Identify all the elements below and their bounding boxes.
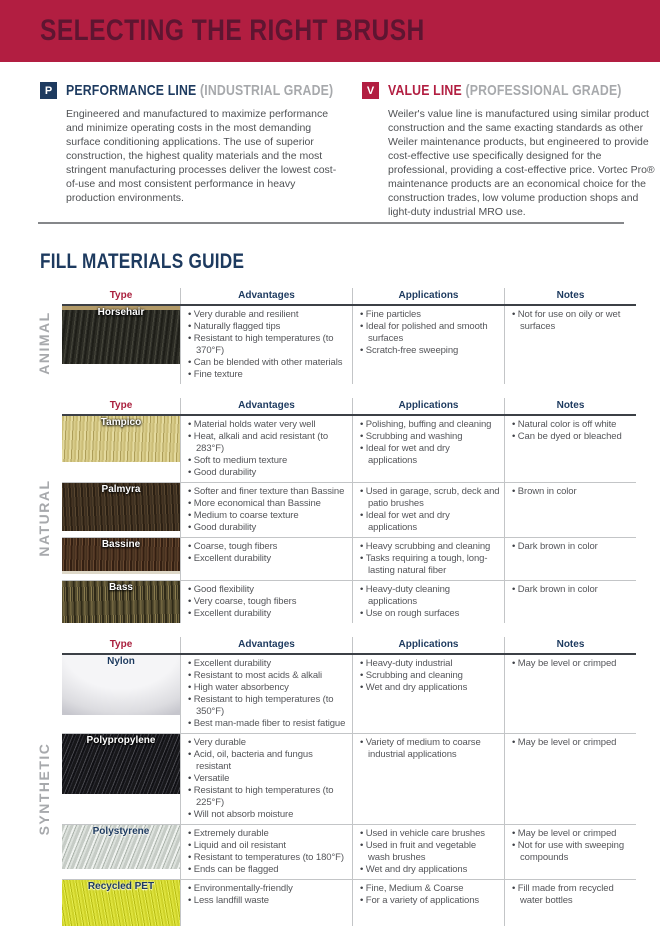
brush-image bbox=[62, 306, 180, 364]
bullet-item: • Excellent durability bbox=[188, 658, 348, 670]
advantages-list bbox=[188, 828, 348, 876]
column-header: Applications bbox=[352, 637, 504, 653]
brush-image bbox=[62, 825, 180, 869]
column-header: Applications bbox=[352, 288, 504, 304]
bullet-item: • Natural color is off white bbox=[512, 419, 632, 431]
bullet-item: • Very durable and resilient bbox=[188, 309, 348, 321]
bullet-item: • Used in fruit and vegetable wash brushes bbox=[360, 840, 500, 864]
notes-list-cell bbox=[504, 581, 636, 623]
advantages-list-cell bbox=[180, 825, 352, 879]
brush-image-cell bbox=[62, 416, 180, 482]
column-header: Type bbox=[109, 290, 133, 301]
bullet-item: • Wet and dry applications bbox=[360, 864, 500, 876]
bullet-item: • Used in vehicle care brushes bbox=[360, 828, 500, 840]
advantages-list bbox=[188, 737, 348, 821]
bullet-item: • Fine texture bbox=[188, 369, 348, 381]
fill-materials-table bbox=[62, 398, 636, 623]
applications-list bbox=[360, 541, 500, 577]
notes-list bbox=[512, 419, 632, 443]
advantages-list-cell bbox=[180, 306, 352, 384]
brush-image-cell bbox=[62, 483, 180, 537]
category-label: ANIMAL bbox=[36, 311, 52, 375]
bullet-item: • Fine, Medium & Coarse bbox=[360, 883, 500, 895]
product-lines-intro bbox=[0, 62, 660, 218]
category-label: SYNTHETIC bbox=[36, 742, 52, 835]
bullet-item: • May be level or crimped bbox=[512, 828, 632, 840]
notes-list bbox=[512, 737, 632, 749]
column-header: Advantages bbox=[180, 637, 352, 653]
brush-image bbox=[62, 655, 180, 715]
bullet-item: • Variety of medium to coarse industrial applications bbox=[360, 737, 500, 761]
table-row bbox=[62, 655, 636, 733]
bullet-item: • Soft to medium texture bbox=[188, 455, 348, 467]
applications-list-cell bbox=[352, 483, 504, 537]
bullet-item: • Heavy scrubbing and cleaning bbox=[360, 541, 500, 553]
page-title: SELECTING THE RIGHT BRUSH bbox=[40, 14, 425, 47]
table-row bbox=[62, 824, 636, 879]
applications-list-cell bbox=[352, 655, 504, 733]
bullet-item: • Environmentally-friendly bbox=[188, 883, 348, 895]
bullet-item: • For a variety of applications bbox=[360, 895, 500, 907]
performance-badge-icon: P bbox=[40, 82, 57, 99]
bullet-item: • Fill made from recycled water bottles bbox=[512, 883, 632, 907]
value-line-heading bbox=[362, 82, 660, 99]
applications-list-cell bbox=[352, 825, 504, 879]
bullet-item: • Use on rough surfaces bbox=[360, 608, 500, 620]
bullet-item: • Resistant to most acids & alkali bbox=[188, 670, 348, 682]
bullet-item: • Medium to coarse texture bbox=[188, 510, 348, 522]
notes-list-cell bbox=[504, 734, 636, 824]
applications-list-cell bbox=[352, 734, 504, 824]
bullet-item: • Naturally flagged tips bbox=[188, 321, 348, 333]
advantages-list-cell bbox=[180, 655, 352, 733]
bullet-item: • Very coarse, tough fibers bbox=[188, 596, 348, 608]
bullet-item: • Material holds water very well bbox=[188, 419, 348, 431]
category-label: NATURAL bbox=[36, 478, 52, 557]
fill-materials-section bbox=[28, 288, 660, 384]
bullet-item: • Resistant to high temperatures (to 370°F) bbox=[188, 333, 348, 357]
brush-image-cell bbox=[62, 538, 180, 580]
advantages-list bbox=[188, 486, 348, 534]
bullet-item: • Acid, oil, bacteria and fungus resistant bbox=[188, 749, 348, 773]
notes-list-cell bbox=[504, 825, 636, 879]
bullet-item: • Very durable bbox=[188, 737, 348, 749]
type-label: Nylon bbox=[107, 656, 135, 667]
bullet-item: • Heavy-duty cleaning applications bbox=[360, 584, 500, 608]
bullet-item: • Used in garage, scrub, deck and patio brushes bbox=[360, 486, 500, 510]
bullet-item: • Resistant to high temperatures (to 225°F) bbox=[188, 785, 348, 809]
bullet-item: • Softer and finer texture than Bassine bbox=[188, 486, 348, 498]
page-header-banner bbox=[0, 0, 660, 62]
performance-line-column bbox=[40, 82, 340, 218]
table-header-row bbox=[62, 637, 636, 655]
notes-list-cell bbox=[504, 880, 636, 926]
table-row bbox=[62, 580, 636, 623]
bullet-item: • Liquid and oil resistant bbox=[188, 840, 348, 852]
bullet-item: • Ideal for wet and dry applications bbox=[360, 510, 500, 534]
advantages-list-cell bbox=[180, 581, 352, 623]
performance-line-grade: (INDUSTRIAL GRADE) bbox=[200, 82, 334, 99]
notes-list-cell bbox=[504, 416, 636, 482]
category-label-column bbox=[28, 398, 62, 623]
bullet-item: • Can be dyed or bleached bbox=[512, 431, 632, 443]
bullet-item: • Brown in color bbox=[512, 486, 632, 498]
notes-list-cell bbox=[504, 538, 636, 580]
bullet-item: • May be level or crimped bbox=[512, 658, 632, 670]
column-header: Type bbox=[109, 400, 133, 411]
notes-list bbox=[512, 486, 632, 498]
type-label: Recycled PET bbox=[87, 881, 155, 892]
applications-list bbox=[360, 658, 500, 694]
notes-list bbox=[512, 541, 632, 553]
brush-image-cell bbox=[62, 655, 180, 733]
column-header: Notes bbox=[504, 398, 636, 414]
bullet-item: • Scrubbing and washing bbox=[360, 431, 500, 443]
advantages-list bbox=[188, 419, 348, 479]
table-header-row bbox=[62, 288, 636, 306]
bullet-item: • Good flexibility bbox=[188, 584, 348, 596]
table-row bbox=[62, 879, 636, 926]
column-header: Applications bbox=[352, 398, 504, 414]
notes-list bbox=[512, 309, 632, 333]
applications-list-cell bbox=[352, 306, 504, 384]
value-line-grade: (PROFESSIONAL GRADE) bbox=[465, 82, 622, 99]
bullet-item: • Best man-made fiber to resist fatigue bbox=[188, 718, 348, 730]
table-row bbox=[62, 306, 636, 384]
type-label: Bass bbox=[109, 582, 133, 593]
brush-image bbox=[62, 581, 180, 623]
category-label-column bbox=[28, 288, 62, 384]
bullet-item: • Good durability bbox=[188, 522, 348, 534]
bullet-item: • Can be blended with other materials bbox=[188, 357, 348, 369]
bullet-item: • Heat, alkali and acid resistant (to 283°F) bbox=[188, 431, 348, 455]
notes-list bbox=[512, 658, 632, 670]
applications-list bbox=[360, 584, 500, 620]
bullet-item: • Will not absorb moisture bbox=[188, 809, 348, 821]
bullet-item: • Wet and dry applications bbox=[360, 682, 500, 694]
advantages-list-cell bbox=[180, 734, 352, 824]
bullet-item: • Less landfill waste bbox=[188, 895, 348, 907]
type-label: Palmyra bbox=[101, 484, 141, 495]
type-label: Polystyrene bbox=[92, 826, 150, 837]
bullet-item: • Resistant to temperatures (to 180°F) bbox=[188, 852, 348, 864]
column-header: Notes bbox=[504, 288, 636, 304]
bullet-item: • Dark brown in color bbox=[512, 584, 632, 596]
column-header: Advantages bbox=[180, 398, 352, 414]
bullet-item: • Coarse, tough fibers bbox=[188, 541, 348, 553]
bullet-item: • Ideal for wet and dry applications bbox=[360, 443, 500, 467]
column-header: Advantages bbox=[180, 288, 352, 304]
brush-image bbox=[62, 734, 180, 794]
applications-list-cell bbox=[352, 416, 504, 482]
applications-list-cell bbox=[352, 538, 504, 580]
notes-list-cell bbox=[504, 306, 636, 384]
fill-materials-table bbox=[62, 637, 636, 926]
value-badge-icon: V bbox=[362, 82, 379, 99]
performance-line-title: PERFORMANCE LINE bbox=[66, 82, 197, 99]
bullet-item: • Ends can be flagged bbox=[188, 864, 348, 876]
brush-image-cell bbox=[62, 306, 180, 384]
brush-image bbox=[62, 880, 180, 926]
table-row bbox=[62, 416, 636, 482]
advantages-list-cell bbox=[180, 880, 352, 926]
notes-list bbox=[512, 883, 632, 907]
fill-materials-section bbox=[28, 637, 660, 926]
brush-image bbox=[62, 483, 180, 531]
applications-list bbox=[360, 419, 500, 467]
applications-list bbox=[360, 737, 500, 761]
notes-list-cell bbox=[504, 483, 636, 537]
applications-list-cell bbox=[352, 581, 504, 623]
applications-list-cell bbox=[352, 880, 504, 926]
value-line-title: VALUE LINE bbox=[388, 82, 462, 99]
advantages-list bbox=[188, 541, 348, 565]
applications-list bbox=[360, 883, 500, 907]
bullet-item: • Excellent durability bbox=[188, 553, 348, 565]
brush-image-cell bbox=[62, 734, 180, 824]
notes-list bbox=[512, 828, 632, 864]
applications-list bbox=[360, 828, 500, 876]
table-row bbox=[62, 482, 636, 537]
value-line-description: Weiler's value line is manufactured using similar product construction and the same exacting standards as other Weiler maintenance products, but engineered to provide cost-effective use specifically designed for the professional, providing a cost-effective price. Vortec Pro® maintenance products are an economical choice for the construction trades, low volume production shops and light-duty industrial MRO use. bbox=[388, 108, 655, 218]
advantages-list bbox=[188, 658, 348, 730]
column-header: Notes bbox=[504, 637, 636, 653]
bullet-item: • Not for use on oily or wet surfaces bbox=[512, 309, 632, 333]
bullet-item: • May be level or crimped bbox=[512, 737, 632, 749]
fill-materials-guide-title: FILL MATERIALS GUIDE bbox=[40, 250, 245, 273]
value-line-column bbox=[362, 82, 660, 218]
bullet-item: • Heavy-duty industrial bbox=[360, 658, 500, 670]
bullet-item: • Scratch-free sweeping bbox=[360, 345, 500, 357]
bullet-item: • More economical than Bassine bbox=[188, 498, 348, 510]
bullet-item: • Not for use with sweeping compounds bbox=[512, 840, 632, 864]
brush-image-cell bbox=[62, 880, 180, 926]
brush-image bbox=[62, 538, 180, 574]
fill-materials-table bbox=[62, 288, 636, 384]
fill-sections bbox=[0, 288, 660, 926]
bullet-item: • Tasks requiring a tough, long-lasting natural fiber bbox=[360, 553, 500, 577]
bullet-item: • Extremely durable bbox=[188, 828, 348, 840]
advantages-list bbox=[188, 309, 348, 381]
advantages-list-cell bbox=[180, 416, 352, 482]
brush-image-cell bbox=[62, 581, 180, 623]
bullet-item: • Good durability bbox=[188, 467, 348, 479]
bullet-item: • Ideal for polished and smooth surfaces bbox=[360, 321, 500, 345]
advantages-list bbox=[188, 883, 348, 907]
advantages-list bbox=[188, 584, 348, 620]
notes-list-cell bbox=[504, 655, 636, 733]
performance-line-heading bbox=[40, 82, 340, 99]
type-label: Polypropylene bbox=[86, 735, 156, 746]
advantages-list-cell bbox=[180, 538, 352, 580]
type-label: Bassine bbox=[101, 539, 141, 550]
category-label-column bbox=[28, 637, 62, 926]
applications-list bbox=[360, 309, 500, 357]
section-divider bbox=[38, 222, 624, 224]
table-row bbox=[62, 537, 636, 580]
bullet-item: • Excellent durability bbox=[188, 608, 348, 620]
notes-list bbox=[512, 584, 632, 596]
bullet-item: • Polishing, buffing and cleaning bbox=[360, 419, 500, 431]
column-header: Type bbox=[109, 639, 133, 650]
bullet-item: • High water absorbency bbox=[188, 682, 348, 694]
type-label: Tampico bbox=[100, 417, 142, 428]
advantages-list-cell bbox=[180, 483, 352, 537]
performance-line-description: Engineered and manufactured to maximize performance and minimize operating costs in the most demanding surface conditioning applications. The use of superior construction, the highest quality materials and the most stringent manufacturing processes deliver the lowest cost-of-use and most consistent performance in heavy production environments. bbox=[66, 108, 337, 204]
table-row bbox=[62, 733, 636, 824]
bullet-item: • Scrubbing and cleaning bbox=[360, 670, 500, 682]
bullet-item: • Fine particles bbox=[360, 309, 500, 321]
table-header-row bbox=[62, 398, 636, 416]
brush-image-cell bbox=[62, 825, 180, 879]
fill-materials-section bbox=[28, 398, 660, 623]
brush-image bbox=[62, 416, 180, 462]
bullet-item: • Dark brown in color bbox=[512, 541, 632, 553]
bullet-item: • Versatile bbox=[188, 773, 348, 785]
bullet-item: • Resistant to high temperatures (to 350°F) bbox=[188, 694, 348, 718]
applications-list bbox=[360, 486, 500, 534]
type-label: Horsehair bbox=[97, 307, 145, 318]
